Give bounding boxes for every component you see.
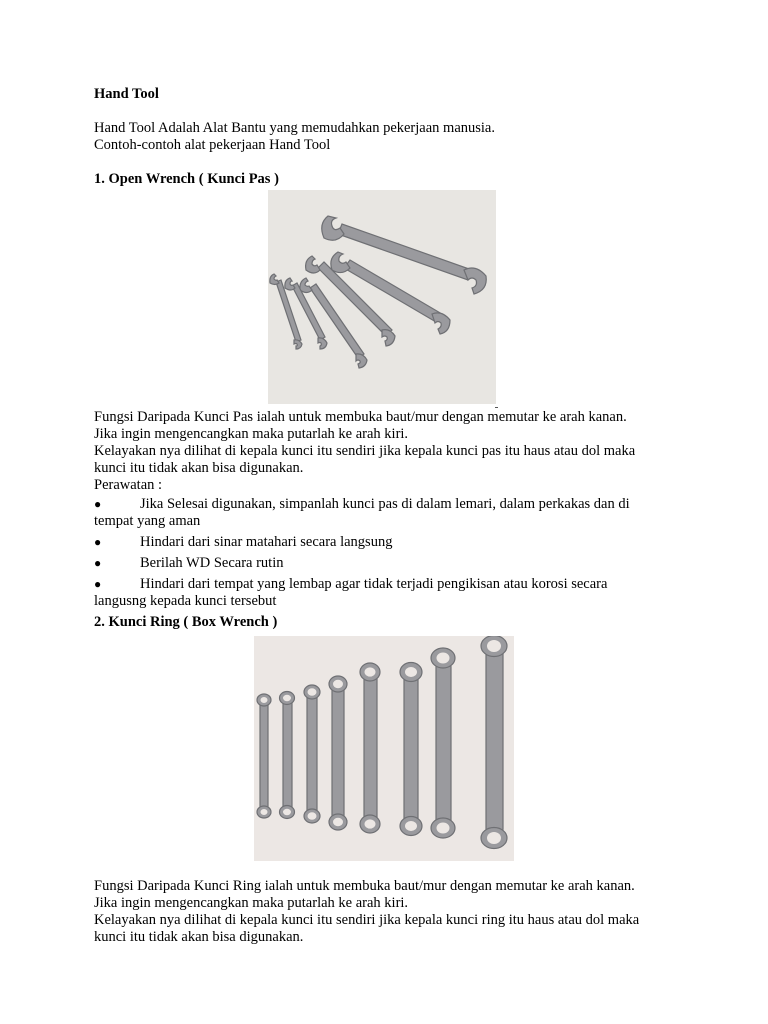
open-wrench-illustration xyxy=(268,190,496,404)
bullet-icon: ● xyxy=(94,556,102,570)
open-wrench-photo xyxy=(268,190,496,404)
s1-para1-line-1: Fungsi Daripada Kunci Pas ialah untuk membuka baut/mur dengan memutar ke arah kanan. xyxy=(94,409,627,425)
box-wrench-photo xyxy=(254,636,514,861)
bullet-text-cont: tempat yang aman xyxy=(94,513,201,529)
bullet-text: Hindari dari sinar matahari secara langsung xyxy=(140,534,393,550)
bullet-text: Jika Selesai digunakan, simpanlah kunci pas di dalam lemari, dalam perkakas dan di xyxy=(140,496,630,512)
bullet-text-cont: langusng kepada kunci tersebut xyxy=(94,593,277,609)
s1-para2-line-2: kunci itu tidak akan bisa digunakan. xyxy=(94,460,304,476)
list-item xyxy=(94,534,694,551)
bullet-text: Berilah WD Secara rutin xyxy=(140,555,284,571)
box-wrench-illustration xyxy=(254,636,514,861)
doc-title: Hand Tool xyxy=(94,86,159,102)
s2-para1-line-1: Fungsi Daripada Kunci Ring ialah untuk membuka baut/mur dengan memutar ke arah kanan. xyxy=(94,878,635,894)
care-label: Perawatan : xyxy=(94,477,163,493)
intro-line-2: Contoh-contoh alat pekerjaan Hand Tool xyxy=(94,137,331,153)
care-bullet-list xyxy=(94,496,694,610)
section1-heading: 1. Open Wrench ( Kunci Pas ) xyxy=(94,171,279,187)
bullet-icon: ● xyxy=(94,497,102,511)
bullet-icon: ● xyxy=(94,535,102,549)
list-item xyxy=(94,496,694,530)
document-page xyxy=(94,86,694,946)
s1-para2-line-1: Kelayakan nya dilihat di kepala kunci itu sendiri jika kepala kunci pas itu haus atau dol maka xyxy=(94,443,636,459)
s2-para2-line-2: kunci itu tidak akan bisa digunakan. xyxy=(94,929,304,945)
intro-line-1: Hand Tool Adalah Alat Bantu yang memudahkan pekerjaan manusia. xyxy=(94,120,495,136)
list-item xyxy=(94,555,694,572)
s2-para1-line-2: Jika ingin mengencangkan maka putarlah ke arah kiri. xyxy=(94,895,409,911)
bullet-icon: ● xyxy=(94,577,102,591)
section2-heading: 2. Kunci Ring ( Box Wrench ) xyxy=(94,614,278,630)
s2-para2-line-1: Kelayakan nya dilihat di kepala kunci itu sendiri jika kepala kunci ring itu haus atau dol maka xyxy=(94,912,640,928)
list-item xyxy=(94,576,694,610)
bullet-text: Hindari dari tempat yang lembap agar tidak terjadi pengikisan atau korosi secara xyxy=(140,576,608,592)
image-edge-mark xyxy=(495,407,498,408)
s1-para1-line-2: Jika ingin mengencangkan maka putarlah ke arah kiri. xyxy=(94,426,409,442)
